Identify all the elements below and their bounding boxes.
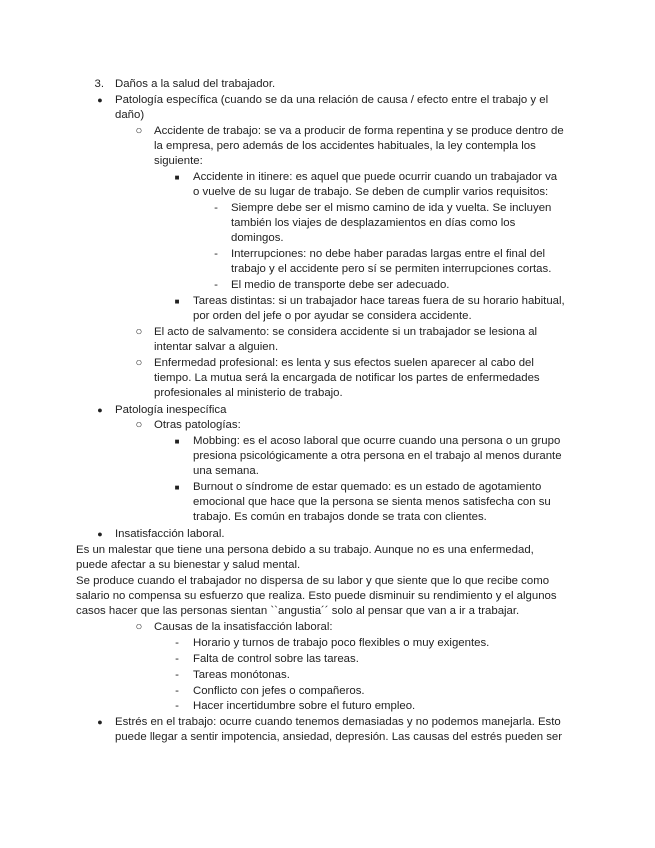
list-item-text: domingos. [231,232,284,244]
list-item-text: presiona psicológicamente a otra persona en el trabajo al menos durante [193,450,562,462]
bullet-disc-icon: ● [97,405,103,415]
dash-marker: - [214,202,218,214]
list-item-text: Hacer incertidumbre sobre el futuro empleo. [193,700,416,712]
dash-marker: - [175,685,179,697]
list-item-text: por orden del jefe o por ayudar se considera accidente. [193,310,472,322]
bullet-circle-icon: ○ [135,621,143,633]
bullet-square-icon: ■ [174,173,180,182]
list-item-text: Enfermedad profesional: es lenta y sus efectos suelen aparecer al cabo del [154,357,534,369]
dash-marker: - [214,279,218,291]
list-item-text: Conflicto con jefes o compañeros. [193,685,365,697]
dash-marker: - [214,248,218,260]
numbered-marker: 3. [94,78,104,90]
bullet-circle-icon: ○ [135,326,143,338]
list-item-text: Burnout o síndrome de estar quemado: es un estado de agotamiento [193,481,542,493]
dash-marker: - [175,637,179,649]
list-item-text: El acto de salvamento: se considera accidente si un trabajador se lesiona al [154,326,538,338]
list-item-text: Accidente de trabajo: se va a producir de forma repentina y se produce dentro de [154,125,564,137]
list-item-text: Siempre debe ser el mismo camino de ida y vuelta. Se incluyen [231,202,552,214]
list-item-text: emocional que hace que la persona se sienta menos satisfecha con su [193,496,551,508]
bullet-disc-icon: ● [97,95,103,105]
list-item-text: Patología inespecífica [115,404,227,416]
list-item-text: tiempo. La mutua será la encargada de notificar los partes de enfermedades [154,372,540,384]
list-item-text: puede llegar a sentir impotencia, ansiedad, depresión. Las causas del estrés pueden ser [115,731,563,743]
dash-marker: - [175,700,179,712]
list-item-text: también los viajes de desplazamientos en días como los [231,217,516,229]
bullet-circle-icon: ○ [135,125,143,137]
list-item-text: Patología específica (cuando se da una relación de causa / efecto entre el trabajo y el [115,94,549,106]
list-item-text: Falta de control sobre las tareas. [193,653,359,665]
dash-marker: - [175,653,179,665]
list-item-text: profesionales al ministerio de trabajo. [154,387,343,399]
list-item-text: Otras patologías: [154,419,241,431]
list-item-text: Mobbing: es el acoso laboral que ocurre cuando una persona o un grupo [193,435,561,447]
list-item-text: Tareas monótonas. [193,669,290,681]
list-item-text: daño) [115,109,145,121]
numbered-item-text: Daños a la salud del trabajador. [115,78,276,90]
list-item-text: siguiente: [154,155,203,167]
paragraph-line: puede afectar a su bienestar y salud mental. [76,559,301,571]
bullet-square-icon: ■ [174,483,180,492]
paragraph-line: salario no compensa su esfuerzo que realiza. Esto puede disminuir su rendimiento y el algunos [76,590,557,602]
list-item-text: trabajo. Es común en trabajos donde se trata con clientes. [193,511,487,523]
list-item-text: o vuelve de su lugar de trabajo. Se deben de cumplir varios requisitos: [193,186,549,198]
list-item-text: Tareas distintas: si un trabajador hace tareas fuera de su horario habitual, [193,295,565,307]
list-item-text: intentar salvar a alguien. [154,341,279,353]
list-item-text: Accidente in itinere: es aquel que puede ocurrir cuando un trabajador va [193,171,558,183]
paragraph-line: Se produce cuando el trabajador no dispersa de su labor y que siente que lo que recibe como [76,575,550,587]
list-item-text: El medio de transporte debe ser adecuado. [231,279,450,291]
bullet-square-icon: ■ [174,297,180,306]
list-item-text: una semana. [193,465,259,477]
list-item-text: Estrés en el trabajo: ocurre cuando tenemos demasiadas y no podemos manejarla. Esto [115,716,561,728]
list-item-text: Insatisfacción laboral. [115,528,225,540]
dash-marker: - [175,669,179,681]
bullet-square-icon: ■ [174,437,180,446]
bullet-disc-icon: ● [97,717,103,727]
list-item-text: Causas de la insatisfacción laboral: [154,621,333,633]
list-item-text: trabajo y el accidente pero sí se permiten interrupciones cortas. [231,263,552,275]
bullet-circle-icon: ○ [135,357,143,369]
bullet-circle-icon: ○ [135,419,143,431]
list-item-text: Horario y turnos de trabajo poco flexibles o muy exigentes. [193,637,490,649]
bullet-disc-icon: ● [97,529,103,539]
paragraph-line: casos hacer que las personas sientan ``angustia´´ solo al pensar que van a ir a trabajar. [76,605,520,617]
list-item-text: Interrupciones: no debe haber paradas largas entre el final del [231,248,546,260]
paragraph-line: Es un malestar que tiene una persona debido a su trabajo. Aunque no es una enfermedad, [76,544,534,556]
list-item-text: la empresa, pero además de los accidentes habituales, la ley contempla los [154,140,536,152]
